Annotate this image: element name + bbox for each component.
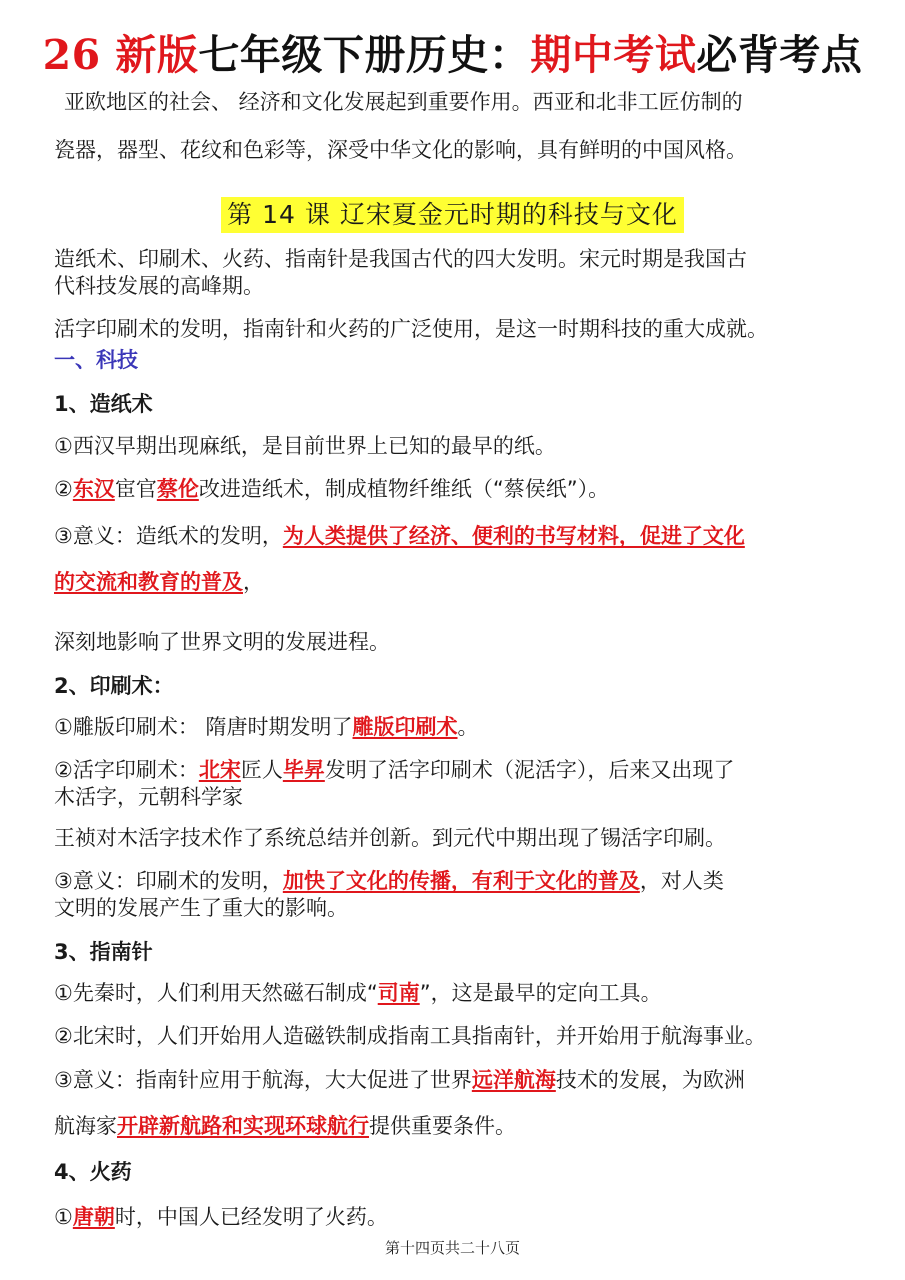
- key-term: 为人类提供了经济、便利的书写材料，促进了文化: [282, 524, 745, 548]
- key-term: 司南: [377, 981, 420, 1005]
- printing-item-2: [54, 756, 734, 784]
- paper-item-3-cont: [54, 568, 264, 596]
- text: ①先秦时，人们利用天然磁石制成“: [54, 981, 378, 1005]
- key-term: 的交流和教育的普及: [54, 570, 243, 594]
- printing-item-2-cont: 木活字，元朝科学家: [54, 785, 243, 809]
- compass-item-3: [54, 1066, 745, 1094]
- para-line-2: 代科技发展的高峰期。: [54, 274, 264, 298]
- title-part-subject: 七年级下册历史：: [198, 31, 531, 79]
- printing-item-1: [54, 713, 479, 741]
- gunpowder-item-1: [54, 1203, 388, 1231]
- printing-item-3-cont: 文明的发展产生了重大的影响。: [54, 896, 348, 920]
- subheading-gunpowder: 4、火药: [54, 1160, 132, 1184]
- key-term: 远洋航海: [471, 1068, 556, 1092]
- text: ③意义：印刷术的发明，: [54, 869, 283, 893]
- paper-item-3-end: 深刻地影响了世界文明的发展进程。: [54, 630, 390, 654]
- lesson-title: 第 14 课 辽宋夏金元时期的科技与文化: [221, 197, 684, 233]
- title-part-exam: 期中考试: [530, 31, 697, 79]
- text: ”，这是最早的定向工具。: [419, 981, 662, 1005]
- intro-line-2: 瓷器，器型、花纹和色彩等，深受中华文化的影响，具有鲜明的中国风格。: [54, 138, 747, 162]
- text: ②: [54, 477, 73, 501]
- text: ①: [54, 1205, 73, 1229]
- title-part-year: 26 新版: [42, 31, 199, 79]
- text: 提供重要条件。: [369, 1114, 516, 1138]
- lesson-title-wrap: [0, 197, 905, 233]
- text: ①雕版印刷术： 隋唐时期发明了: [54, 715, 353, 739]
- text: 时，中国人已经发明了火药。: [114, 1205, 388, 1229]
- compass-item-2: ②北宋时，人们开始用人造磁铁制成指南工具指南针，并开始用于航海事业。: [54, 1024, 766, 1048]
- key-term: 雕版印刷术: [352, 715, 458, 739]
- page-title: [0, 22, 905, 81]
- text: 航海家: [54, 1114, 117, 1138]
- printing-item-2-end: 王祯对木活字技术作了系统总结并创新。到元代中期出现了锡活字印刷。: [54, 826, 726, 850]
- key-term: 毕昇: [282, 758, 325, 782]
- key-term: 唐朝: [72, 1205, 115, 1229]
- text: ，: [243, 570, 264, 594]
- compass-item-1: [54, 979, 662, 1007]
- text: ③意义：指南针应用于航海，大大促进了世界: [54, 1068, 472, 1092]
- key-term: 北宋: [198, 758, 241, 782]
- section-heading-tech: 一、科技: [54, 348, 138, 372]
- paper-item-3: [54, 522, 745, 550]
- paper-item-2: [54, 475, 609, 503]
- text: 。: [457, 715, 479, 739]
- key-term: 东汉: [72, 477, 115, 501]
- intro-line-1: 亚欧地区的社会、 经济和文化发展起到重要作用。西亚和北非工匠仿制的: [64, 90, 743, 114]
- text: 技术的发展，为欧洲: [555, 1068, 745, 1092]
- text: 改进造纸术，制成植物纤维纸（“蔡侯纸”）。: [198, 477, 610, 501]
- printing-item-3: [54, 867, 724, 895]
- page-footer: 第十四页共二十八页: [384, 1239, 520, 1257]
- key-term: 开辟新航路和实现环球航行: [117, 1114, 369, 1138]
- subheading-printing: 2、印刷术：: [54, 674, 174, 698]
- subheading-compass: 3、指南针: [54, 940, 153, 964]
- compass-item-3-cont: [54, 1112, 516, 1140]
- subheading-paper: 1、造纸术: [54, 392, 153, 416]
- text: ②活字印刷术：: [54, 758, 199, 782]
- key-term: 蔡伦: [156, 477, 199, 501]
- text: 发明了活字印刷术（泥活字），后来又出现了: [324, 758, 735, 782]
- key-term: 加快了文化的传播，有利于文化的普及: [282, 869, 640, 893]
- para-line-3: 活字印刷术的发明，指南针和火药的广泛使用，是这一时期科技的重大成就。: [54, 317, 768, 341]
- para-line-1: 造纸术、印刷术、火药、指南针是我国古代的四大发明。宋元时期是我国古: [54, 247, 747, 271]
- text: 宦官: [114, 477, 157, 501]
- text: ③意义：造纸术的发明，: [54, 524, 283, 548]
- paper-item-1: ①西汉早期出现麻纸，是目前世界上已知的最早的纸。: [54, 434, 556, 458]
- text: 匠人: [240, 758, 283, 782]
- text: ，对人类: [639, 869, 724, 893]
- title-part-points: 必背考点: [696, 31, 863, 79]
